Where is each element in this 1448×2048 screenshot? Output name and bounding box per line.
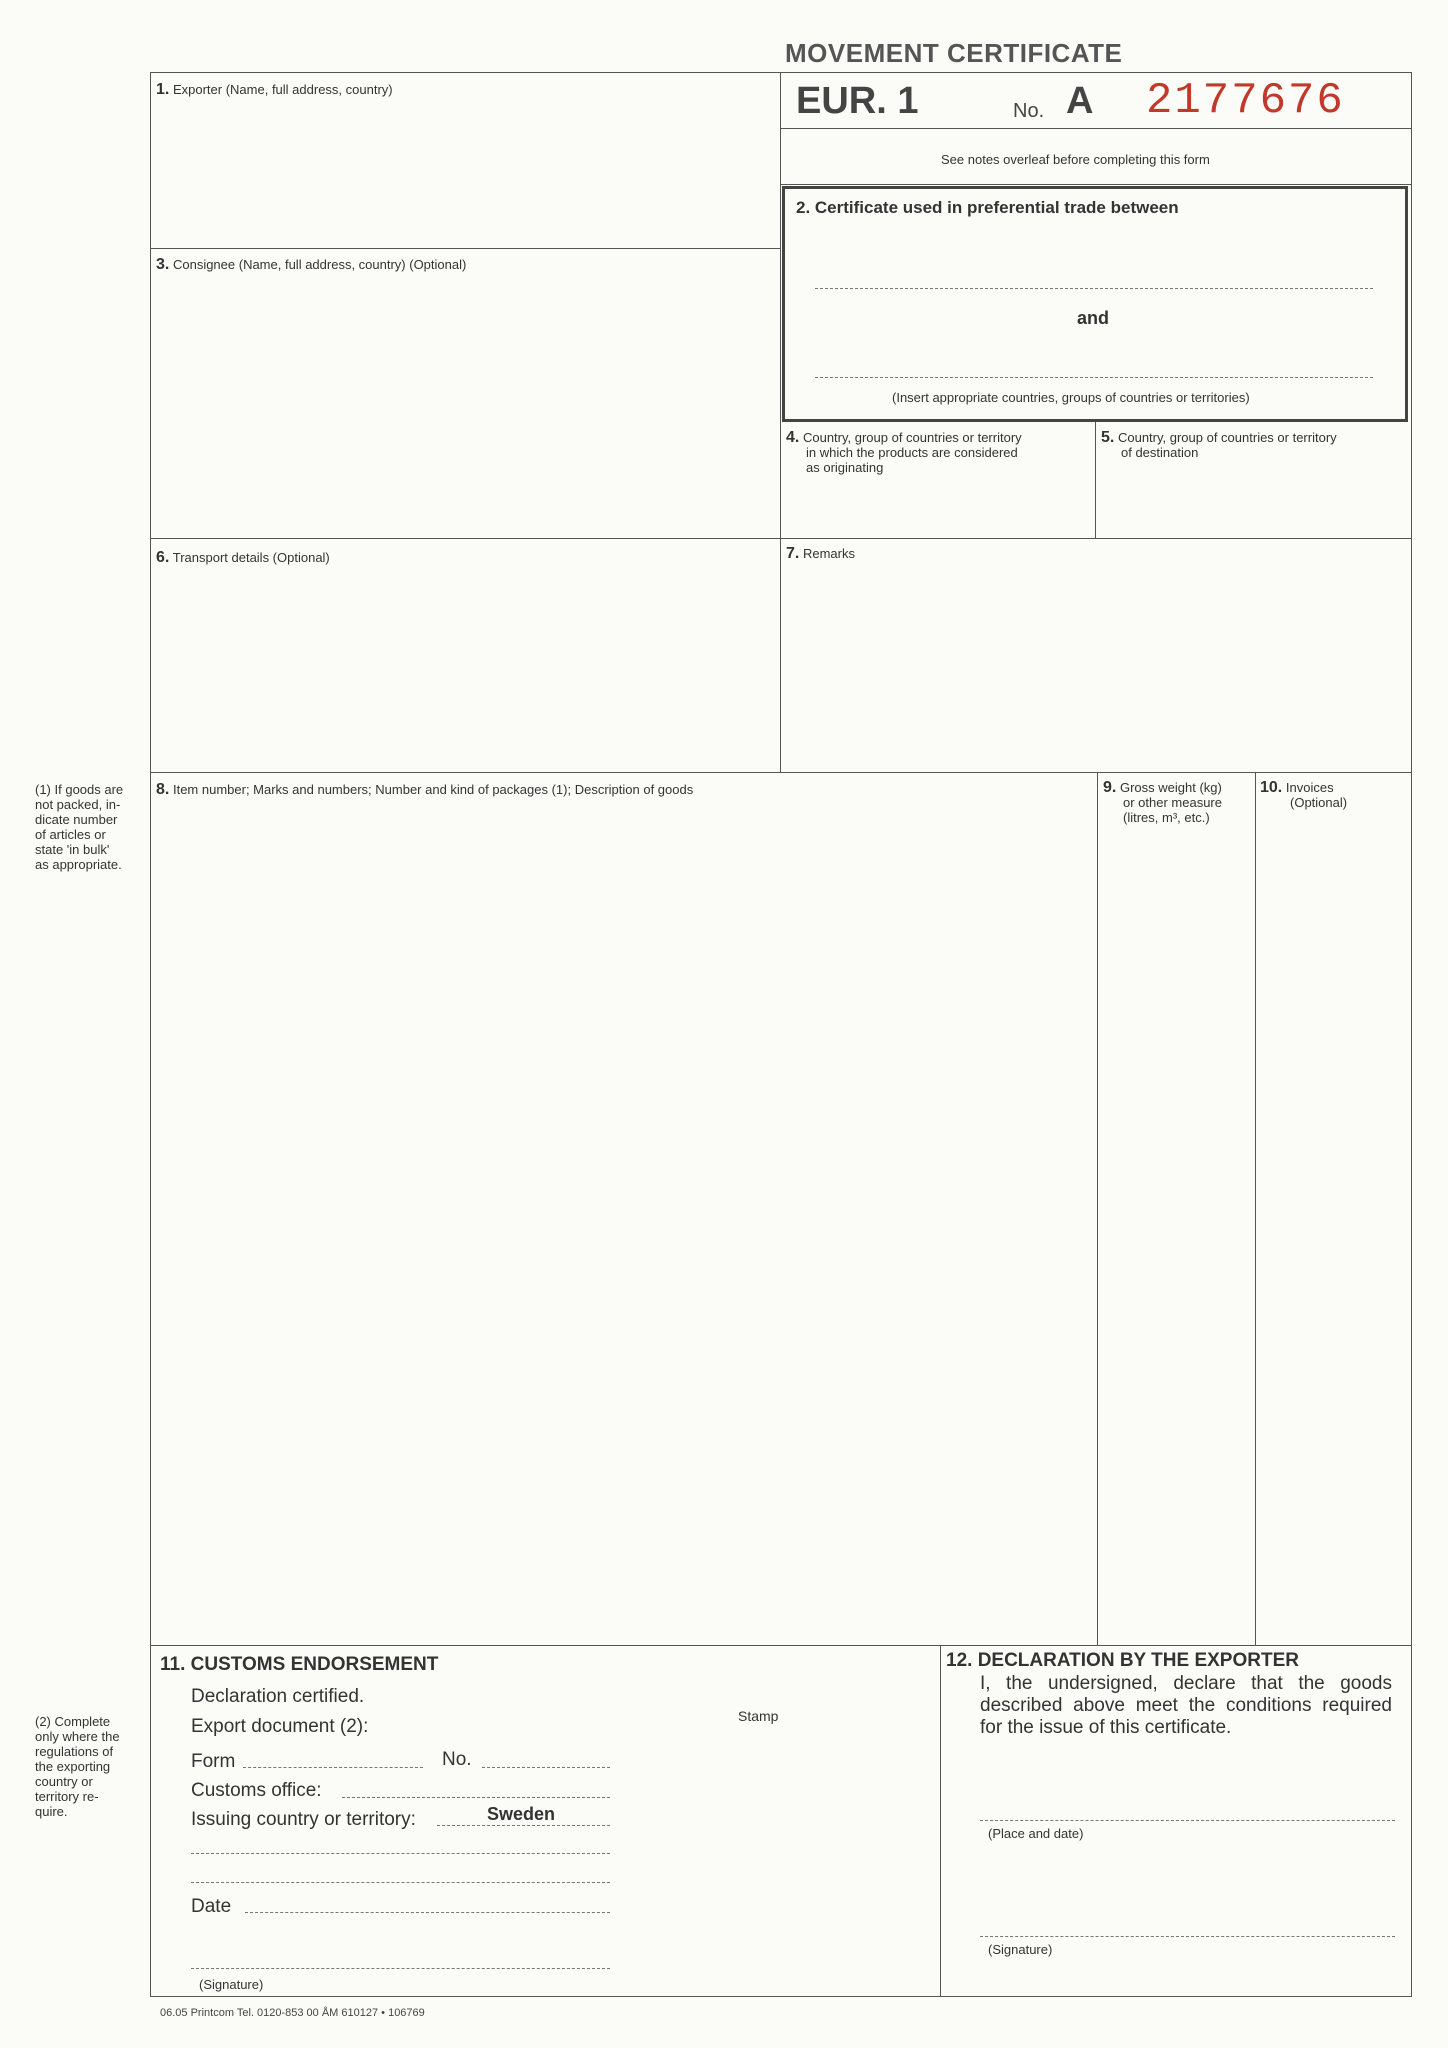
box11-no: No. bbox=[442, 1749, 472, 1770]
box6-label: 6. Transport details (Optional) bbox=[156, 549, 330, 566]
date-line bbox=[245, 1912, 610, 1913]
serial-number: 2177676 bbox=[1146, 76, 1345, 126]
box12-sign-line bbox=[980, 1936, 1395, 1937]
note1-line: (1) If goods are bbox=[35, 782, 124, 797]
box11-blank-line2 bbox=[191, 1882, 610, 1883]
side-note-1 bbox=[35, 782, 145, 872]
eur1-code: EUR. 1 bbox=[796, 80, 919, 122]
box12-place-date: (Place and date) bbox=[988, 1826, 1084, 1841]
box11-title: 11. CUSTOMS ENDORSEMENT bbox=[160, 1654, 439, 1675]
box11-signature: (Signature) bbox=[199, 1977, 264, 1992]
box12-line3: for the issue of this certificate. bbox=[980, 1717, 1232, 1738]
note2-line: (2) Complete bbox=[35, 1714, 111, 1729]
box11-declaration: Declaration certified. bbox=[191, 1686, 365, 1707]
box11-customs-office: Customs office: bbox=[191, 1780, 322, 1801]
divider-notes bbox=[780, 184, 1412, 185]
divider-box45 bbox=[1095, 422, 1096, 538]
box2-frame bbox=[782, 186, 1408, 422]
box1-label: 1. Exporter (Name, full address, country) bbox=[156, 81, 393, 98]
box2-hint: (Insert appropriate countries, groups of countries or territories) bbox=[892, 390, 1250, 405]
note1-line: not packed, in- bbox=[35, 797, 121, 812]
place-date-line bbox=[980, 1820, 1395, 1821]
footer-printer-info: 06.05 Printcom Tel. 0120-853 00 ÅM 610127 • 106769 bbox=[160, 2007, 425, 2019]
customs-office-line bbox=[342, 1797, 610, 1798]
note1-line: of articles or bbox=[35, 827, 106, 842]
box3-label: 3. Consignee (Name, full address, country) (Optional) bbox=[156, 256, 467, 273]
note2-line: quire. bbox=[35, 1804, 68, 1819]
note2-line: territory re- bbox=[35, 1789, 99, 1804]
no-label: No. bbox=[1013, 100, 1045, 122]
form-line bbox=[243, 1767, 423, 1768]
note1-line: as appropriate. bbox=[35, 857, 122, 872]
box12-text bbox=[980, 1673, 1392, 1739]
divider-top bbox=[780, 72, 781, 772]
divider-eur bbox=[780, 128, 1412, 129]
side-note-2 bbox=[35, 1714, 145, 1819]
note2-line: country or bbox=[35, 1774, 93, 1789]
notes-hint: See notes overleaf before completing this form bbox=[941, 152, 1210, 167]
box8-label: 8. Item number; Marks and numbers; Number and kind of packages (1); Description of goods bbox=[156, 781, 694, 798]
divider-box910 bbox=[1255, 772, 1256, 1645]
box2-title: 2. Certificate used in preferential trade between bbox=[796, 198, 1179, 217]
series-letter: A bbox=[1066, 80, 1094, 122]
divider-row3 bbox=[150, 772, 1412, 773]
divider-box3 bbox=[150, 248, 780, 249]
divider-box1112 bbox=[940, 1645, 941, 1997]
box11-sign-line bbox=[191, 1968, 610, 1969]
box11-issuing: Issuing country or territory: bbox=[191, 1809, 416, 1830]
no-line bbox=[482, 1767, 610, 1768]
box11-date: Date bbox=[191, 1896, 232, 1917]
issuing-line bbox=[437, 1825, 610, 1826]
box12-signature: (Signature) bbox=[988, 1942, 1053, 1957]
box11-export-doc: Export document (2): bbox=[191, 1716, 369, 1737]
divider-box89 bbox=[1097, 772, 1098, 1645]
box12-title: 12. DECLARATION BY THE EXPORTER bbox=[946, 1650, 1299, 1671]
issuing-value: Sweden bbox=[487, 1804, 556, 1824]
box7-label: 7. Remarks bbox=[786, 545, 855, 562]
note2-line: regulations of bbox=[35, 1744, 114, 1759]
note2-line: only where the bbox=[35, 1729, 120, 1744]
box11-blank-line1 bbox=[191, 1853, 610, 1854]
box10-label: 10. Invoices (Optional) bbox=[1260, 779, 1348, 810]
divider-row2 bbox=[150, 538, 1412, 539]
box12-line2: described above meet the conditions required bbox=[980, 1695, 1392, 1716]
box4-label: 4. Country, group of countries or territory in which the products are considered as originating bbox=[786, 429, 1022, 475]
form-title: MOVEMENT CERTIFICATE bbox=[785, 38, 1123, 68]
divider-row4 bbox=[150, 1645, 1412, 1646]
box9-label: 9. Gross weight (kg) or other measure (litres, m³, etc.) bbox=[1103, 779, 1222, 825]
note1-line: state 'in bulk' bbox=[35, 842, 110, 857]
box2-and: and bbox=[1077, 308, 1110, 328]
box11-form: Form bbox=[191, 1751, 236, 1772]
note2-line: the exporting bbox=[35, 1759, 111, 1774]
box2-line1 bbox=[815, 288, 1373, 289]
box11-stamp: Stamp bbox=[738, 1708, 779, 1724]
box12-line1: I, the undersigned, declare that the goods bbox=[980, 1673, 1392, 1694]
box5-label: 5. Country, group of countries or territory of destination bbox=[1101, 429, 1337, 460]
box2-line2 bbox=[815, 377, 1373, 378]
note1-line: dicate number bbox=[35, 812, 118, 827]
